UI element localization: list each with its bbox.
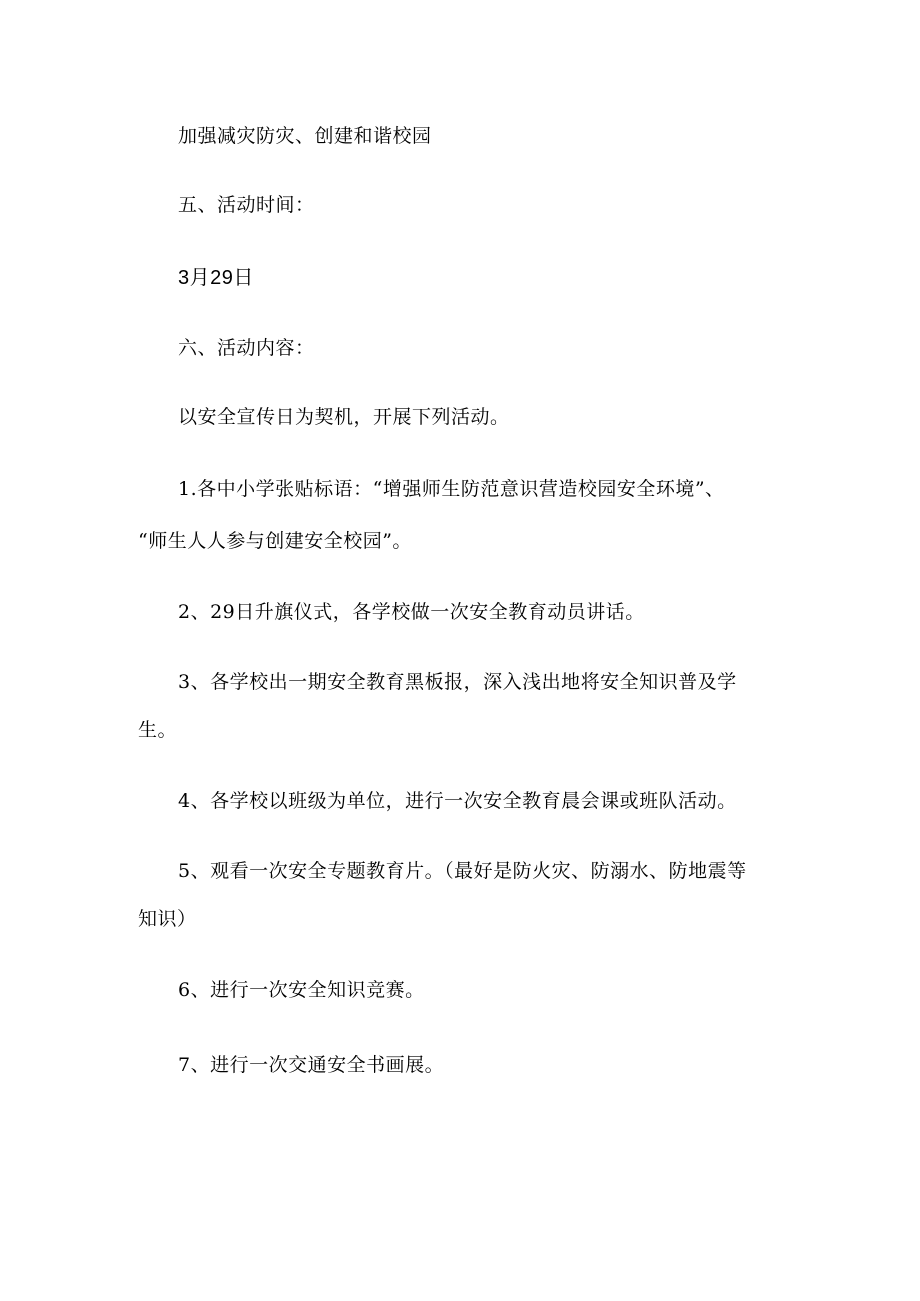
item-1-line-2: “师生人人参与创建安全校园”。 bbox=[138, 530, 412, 552]
heading-activity-time: 五、活动时间： bbox=[178, 194, 315, 216]
item-3-line-2: 生。 bbox=[138, 719, 178, 741]
item-6: 6、进行一次安全知识竞赛。 bbox=[178, 979, 425, 1001]
heading-activity-content: 六、活动内容： bbox=[178, 337, 315, 359]
activity-date: 3月29日 bbox=[178, 267, 254, 289]
item-7: 7、进行一次交通安全书画展。 bbox=[178, 1054, 445, 1076]
line-theme: 加强减灾防灾、创建和谐校园 bbox=[178, 125, 432, 147]
item-5-line-1: 5、观看一次安全专题教育片。（最好是防火灾、防溺水、防地震等 bbox=[178, 860, 747, 882]
intro-paragraph: 以安全宣传日为契机，开展下列活动。 bbox=[178, 406, 510, 428]
item-4: 4、各学校以班级为单位，进行一次安全教育晨会课或班队活动。 bbox=[178, 790, 737, 812]
item-3-line-1: 3、各学校出一期安全教育黑板报，深入浅出地将安全知识普及学 bbox=[178, 671, 737, 693]
item-2: 2、29日升旗仪式，各学校做一次安全教育动员讲话。 bbox=[178, 601, 645, 623]
item-5-line-2: 知识） bbox=[138, 908, 197, 930]
item-1-line-1: 1.各中小学张贴标语：“增强师生防范意识营造校园安全环境”、 bbox=[178, 478, 725, 500]
